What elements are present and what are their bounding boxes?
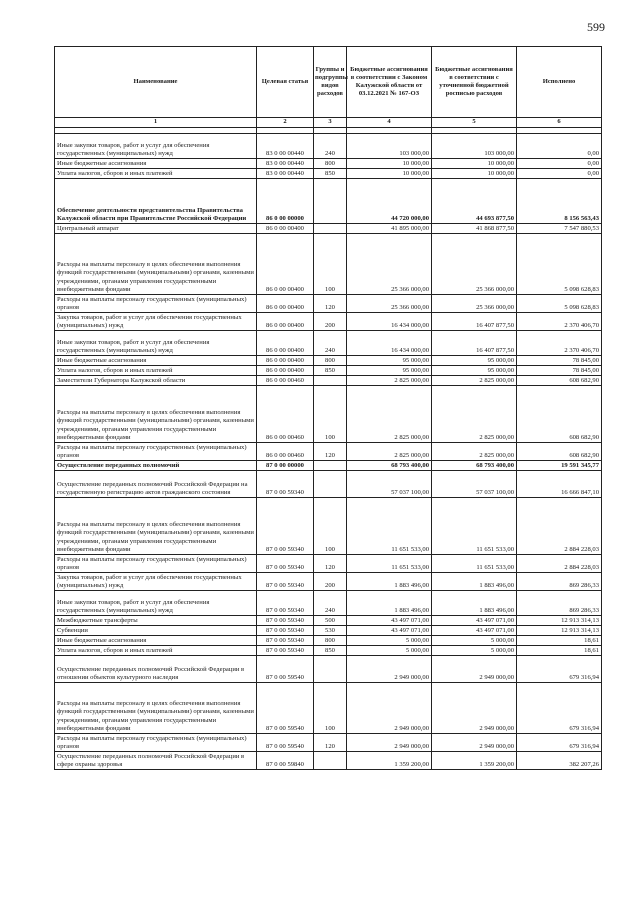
row-executed-amount: 869 286,33 xyxy=(517,591,602,616)
row-executed-amount: 16 666 847,10 xyxy=(517,471,602,498)
row-revised-amount: 2 949 000,00 xyxy=(432,656,517,683)
row-name: Расходы на выплаты персоналу государственных (муниципальных) органов xyxy=(55,443,257,461)
row-code: 86 0 00 00400 xyxy=(257,366,314,376)
row-code: 87 0 00 59340 xyxy=(257,591,314,616)
table-row xyxy=(55,734,602,752)
row-executed-amount: 608 682,90 xyxy=(517,386,602,443)
table-row xyxy=(55,461,602,471)
row-name: Расходы на выплаты персоналу государственных (муниципальных) органов xyxy=(55,555,257,573)
row-executed-amount: 12 913 314,13 xyxy=(517,616,602,626)
column-number: 3 xyxy=(314,118,347,128)
header-code: Целевая статья xyxy=(257,47,314,118)
row-name: Иные закупки товаров, работ и услуг для обеспечения государственных (муниципальных) нужд xyxy=(55,331,257,356)
row-name: Заместители Губернатора Калужской области xyxy=(55,376,257,386)
row-law-amount: 16 434 000,00 xyxy=(347,313,432,331)
table-row xyxy=(55,179,602,224)
row-code: 86 0 00 00400 xyxy=(257,331,314,356)
row-type xyxy=(314,656,347,683)
row-executed-amount: 0,00 xyxy=(517,134,602,159)
header-type: Группы и подгруппы видов расходов xyxy=(314,47,347,118)
row-law-amount: 1 883 496,00 xyxy=(347,573,432,591)
table-row xyxy=(55,636,602,646)
column-number: 6 xyxy=(517,118,602,128)
table-row xyxy=(55,555,602,573)
row-revised-amount: 43 497 071,00 xyxy=(432,616,517,626)
table-row xyxy=(55,471,602,498)
row-law-amount: 41 895 000,00 xyxy=(347,224,432,234)
row-type: 800 xyxy=(314,159,347,169)
column-number: 1 xyxy=(55,118,257,128)
row-type xyxy=(314,376,347,386)
row-name: Осуществление переданных полномочий xyxy=(55,461,257,471)
row-code: 86 0 00 00400 xyxy=(257,234,314,295)
table-row xyxy=(55,683,602,734)
column-number: 5 xyxy=(432,118,517,128)
row-code: 87 0 00 59340 xyxy=(257,498,314,555)
row-type: 850 xyxy=(314,646,347,656)
row-revised-amount: 10 000,00 xyxy=(432,169,517,179)
row-type: 240 xyxy=(314,134,347,159)
row-type: 100 xyxy=(314,386,347,443)
row-name: Расходы на выплаты персоналу в целях обеспечения выполнения функций государственными (муниципальными) органами, казенными учреждениями, органами управления государственными внебюджетными фондами xyxy=(55,386,257,443)
row-type: 850 xyxy=(314,366,347,376)
table-row xyxy=(55,376,602,386)
row-type xyxy=(314,752,347,770)
table-row xyxy=(55,234,602,295)
row-executed-amount: 18,61 xyxy=(517,636,602,646)
budget-table xyxy=(54,46,602,770)
column-number: 2 xyxy=(257,118,314,128)
row-law-amount: 68 793 400,00 xyxy=(347,461,432,471)
row-revised-amount: 5 000,00 xyxy=(432,636,517,646)
row-law-amount: 43 497 071,00 xyxy=(347,626,432,636)
row-executed-amount: 12 913 314,13 xyxy=(517,626,602,636)
row-type: 800 xyxy=(314,636,347,646)
row-code: 86 0 00 00400 xyxy=(257,313,314,331)
row-type: 850 xyxy=(314,169,347,179)
row-type: 100 xyxy=(314,683,347,734)
table-row xyxy=(55,573,602,591)
row-type: 100 xyxy=(314,498,347,555)
row-revised-amount: 57 037 100,00 xyxy=(432,471,517,498)
row-code: 87 0 00 00000 xyxy=(257,461,314,471)
row-revised-amount: 2 825 000,00 xyxy=(432,376,517,386)
row-name: Обеспечение деятельности представительства Правительства Калужской области при Правительстве Российской Федерации xyxy=(55,179,257,224)
row-executed-amount: 382 207,26 xyxy=(517,752,602,770)
row-name: Субвенции xyxy=(55,626,257,636)
row-law-amount: 25 366 000,00 xyxy=(347,295,432,313)
row-name: Расходы на выплаты персоналу в целях обеспечения выполнения функций государственными (муниципальными) органами, казенными учреждениями, органами управления государственными внебюджетными фондами xyxy=(55,234,257,295)
row-revised-amount: 10 000,00 xyxy=(432,159,517,169)
row-name: Уплата налогов, сборов и иных платежей xyxy=(55,366,257,376)
row-executed-amount: 679 316,94 xyxy=(517,734,602,752)
row-executed-amount: 5 098 628,83 xyxy=(517,295,602,313)
row-revised-amount: 2 825 000,00 xyxy=(432,386,517,443)
table-row xyxy=(55,498,602,555)
row-code: 86 0 00 00460 xyxy=(257,443,314,461)
row-code: 86 0 00 00400 xyxy=(257,295,314,313)
row-code: 86 0 00 00000 xyxy=(257,179,314,224)
row-executed-amount: 2 884 228,03 xyxy=(517,555,602,573)
row-code: 87 0 00 59340 xyxy=(257,573,314,591)
table-row xyxy=(55,646,602,656)
table-row xyxy=(55,366,602,376)
row-law-amount: 11 651 533,00 xyxy=(347,498,432,555)
row-name: Расходы на выплаты персоналу государственных (муниципальных) органов xyxy=(55,734,257,752)
row-executed-amount: 5 098 628,83 xyxy=(517,234,602,295)
table-row xyxy=(55,616,602,626)
row-name: Закупка товаров, работ и услуг для обеспечения государственных (муниципальных) нужд xyxy=(55,573,257,591)
row-type: 240 xyxy=(314,331,347,356)
table-row xyxy=(55,295,602,313)
row-revised-amount: 11 651 533,00 xyxy=(432,498,517,555)
row-code: 87 0 00 59340 xyxy=(257,626,314,636)
row-code: 87 0 00 59340 xyxy=(257,646,314,656)
row-name: Осуществление переданных полномочий Российской Федерации в отношении объектов культурного наследия xyxy=(55,656,257,683)
row-law-amount: 11 651 533,00 xyxy=(347,555,432,573)
row-type: 800 xyxy=(314,356,347,366)
row-executed-amount: 0,00 xyxy=(517,159,602,169)
row-code: 87 0 00 59840 xyxy=(257,752,314,770)
table-row xyxy=(55,752,602,770)
row-revised-amount: 25 366 000,00 xyxy=(432,295,517,313)
row-type: 240 xyxy=(314,591,347,616)
row-code: 83 0 00 00440 xyxy=(257,169,314,179)
row-revised-amount: 16 407 877,50 xyxy=(432,313,517,331)
row-executed-amount: 679 316,94 xyxy=(517,656,602,683)
row-type: 200 xyxy=(314,313,347,331)
row-type: 120 xyxy=(314,734,347,752)
row-law-amount: 95 000,00 xyxy=(347,356,432,366)
table-row xyxy=(55,443,602,461)
table-row xyxy=(55,356,602,366)
row-type: 120 xyxy=(314,555,347,573)
row-code: 86 0 00 00400 xyxy=(257,356,314,366)
row-revised-amount: 2 825 000,00 xyxy=(432,443,517,461)
header-revised: Бюджетные ассигнования в соответствии с уточненной бюджетной росписью расходов xyxy=(432,47,517,118)
row-law-amount: 2 825 000,00 xyxy=(347,386,432,443)
row-code: 87 0 00 59340 xyxy=(257,555,314,573)
table-row xyxy=(55,331,602,356)
column-number-row xyxy=(55,118,602,128)
row-law-amount: 10 000,00 xyxy=(347,159,432,169)
row-name: Осуществление переданных полномочий Российской Федерации в сфере охраны здоровья xyxy=(55,752,257,770)
row-name: Расходы на выплаты персоналу в целях обеспечения выполнения функций государственными (муниципальными) органами, казенными учреждениями, органами управления государственными внебюджетными фондами xyxy=(55,498,257,555)
row-law-amount: 2 825 000,00 xyxy=(347,376,432,386)
header-law: Бюджетные ассигнования в соответствии с Законом Калужской области от 03.12.2021 № 167-ОЗ xyxy=(347,47,432,118)
row-type: 120 xyxy=(314,443,347,461)
header-name: Наименование xyxy=(55,47,257,118)
table-row xyxy=(55,159,602,169)
row-revised-amount: 95 000,00 xyxy=(432,366,517,376)
row-revised-amount: 25 366 000,00 xyxy=(432,234,517,295)
row-type xyxy=(314,471,347,498)
table-row xyxy=(55,591,602,616)
row-revised-amount: 1 883 496,00 xyxy=(432,573,517,591)
row-code: 83 0 00 00440 xyxy=(257,159,314,169)
header-executed: Исполнено xyxy=(517,47,602,118)
table-body xyxy=(55,134,602,770)
row-code: 86 0 00 00460 xyxy=(257,386,314,443)
header-row xyxy=(55,47,602,118)
table-row xyxy=(55,169,602,179)
row-name: Иные бюджетные ассигнования xyxy=(55,159,257,169)
row-code: 87 0 00 59340 xyxy=(257,616,314,626)
row-name: Иные бюджетные ассигнования xyxy=(55,356,257,366)
row-code: 87 0 00 59540 xyxy=(257,683,314,734)
row-type: 500 xyxy=(314,616,347,626)
row-revised-amount: 44 693 877,50 xyxy=(432,179,517,224)
row-law-amount: 95 000,00 xyxy=(347,366,432,376)
row-executed-amount: 608 682,90 xyxy=(517,376,602,386)
row-name: Межбюджетные трансферты xyxy=(55,616,257,626)
row-law-amount: 57 037 100,00 xyxy=(347,471,432,498)
row-law-amount: 1 359 200,00 xyxy=(347,752,432,770)
row-name: Иные бюджетные ассигнования xyxy=(55,636,257,646)
row-name: Расходы на выплаты персоналу государственных (муниципальных) органов xyxy=(55,295,257,313)
row-revised-amount: 5 000,00 xyxy=(432,646,517,656)
row-executed-amount: 19 591 345,77 xyxy=(517,461,602,471)
row-type: 100 xyxy=(314,234,347,295)
row-executed-amount: 679 316,94 xyxy=(517,683,602,734)
row-law-amount: 2 949 000,00 xyxy=(347,734,432,752)
row-type xyxy=(314,461,347,471)
table-row xyxy=(55,134,602,159)
table-row xyxy=(55,224,602,234)
row-code: 83 0 00 00440 xyxy=(257,134,314,159)
row-revised-amount: 103 000,00 xyxy=(432,134,517,159)
row-law-amount: 2 949 000,00 xyxy=(347,656,432,683)
row-law-amount: 5 000,00 xyxy=(347,646,432,656)
row-executed-amount: 8 156 563,43 xyxy=(517,179,602,224)
row-name: Закупка товаров, работ и услуг для обеспечения государственных (муниципальных) нужд xyxy=(55,313,257,331)
row-executed-amount: 2 884 228,03 xyxy=(517,498,602,555)
row-law-amount: 5 000,00 xyxy=(347,636,432,646)
row-name: Иные закупки товаров, работ и услуг для обеспечения государственных (муниципальных) нужд xyxy=(55,134,257,159)
column-number: 4 xyxy=(347,118,432,128)
row-code: 86 0 00 00460 xyxy=(257,376,314,386)
row-name: Центральный аппарат xyxy=(55,224,257,234)
row-code: 87 0 00 59340 xyxy=(257,636,314,646)
row-executed-amount: 7 547 880,53 xyxy=(517,224,602,234)
row-executed-amount: 18,61 xyxy=(517,646,602,656)
row-revised-amount: 2 949 000,00 xyxy=(432,734,517,752)
page-number: 599 xyxy=(587,20,605,34)
row-type: 120 xyxy=(314,295,347,313)
row-type xyxy=(314,224,347,234)
row-law-amount: 103 000,00 xyxy=(347,134,432,159)
row-name: Расходы на выплаты персоналу в целях обеспечения выполнения функций государственными (муниципальными) органами, казенными учреждениями, органами управления государственными внебюджетными фондами xyxy=(55,683,257,734)
row-revised-amount: 95 000,00 xyxy=(432,356,517,366)
row-name: Осуществление переданных полномочий Российской Федерации на государственную регистрацию актов гражданского состояния xyxy=(55,471,257,498)
row-law-amount: 25 366 000,00 xyxy=(347,234,432,295)
row-name: Уплата налогов, сборов и иных платежей xyxy=(55,646,257,656)
row-revised-amount: 41 868 877,50 xyxy=(432,224,517,234)
row-executed-amount: 608 682,90 xyxy=(517,443,602,461)
row-revised-amount: 43 497 071,00 xyxy=(432,626,517,636)
row-code: 87 0 00 59540 xyxy=(257,734,314,752)
row-code: 87 0 00 59540 xyxy=(257,656,314,683)
table-row xyxy=(55,386,602,443)
row-type: 200 xyxy=(314,573,347,591)
row-name: Уплата налогов, сборов и иных платежей xyxy=(55,169,257,179)
row-executed-amount: 0,00 xyxy=(517,169,602,179)
row-law-amount: 2 949 000,00 xyxy=(347,683,432,734)
row-executed-amount: 2 370 406,70 xyxy=(517,331,602,356)
table-row xyxy=(55,313,602,331)
row-law-amount: 43 497 071,00 xyxy=(347,616,432,626)
row-law-amount: 16 434 000,00 xyxy=(347,331,432,356)
row-executed-amount: 78 845,00 xyxy=(517,356,602,366)
row-type: 530 xyxy=(314,626,347,636)
row-law-amount: 44 720 000,00 xyxy=(347,179,432,224)
table-row xyxy=(55,656,602,683)
row-revised-amount: 68 793 400,00 xyxy=(432,461,517,471)
row-executed-amount: 78 845,00 xyxy=(517,366,602,376)
row-type xyxy=(314,179,347,224)
row-code: 86 0 00 00400 xyxy=(257,224,314,234)
row-law-amount: 10 000,00 xyxy=(347,169,432,179)
row-revised-amount: 1 359 200,00 xyxy=(432,752,517,770)
row-law-amount: 2 825 000,00 xyxy=(347,443,432,461)
table-row xyxy=(55,626,602,636)
row-code: 87 0 00 59340 xyxy=(257,471,314,498)
row-name: Иные закупки товаров, работ и услуг для обеспечения государственных (муниципальных) нужд xyxy=(55,591,257,616)
row-law-amount: 1 883 496,00 xyxy=(347,591,432,616)
row-executed-amount: 869 286,33 xyxy=(517,573,602,591)
row-executed-amount: 2 370 406,70 xyxy=(517,313,602,331)
row-revised-amount: 1 883 496,00 xyxy=(432,591,517,616)
row-revised-amount: 2 949 000,00 xyxy=(432,683,517,734)
row-revised-amount: 16 407 877,50 xyxy=(432,331,517,356)
row-revised-amount: 11 651 533,00 xyxy=(432,555,517,573)
